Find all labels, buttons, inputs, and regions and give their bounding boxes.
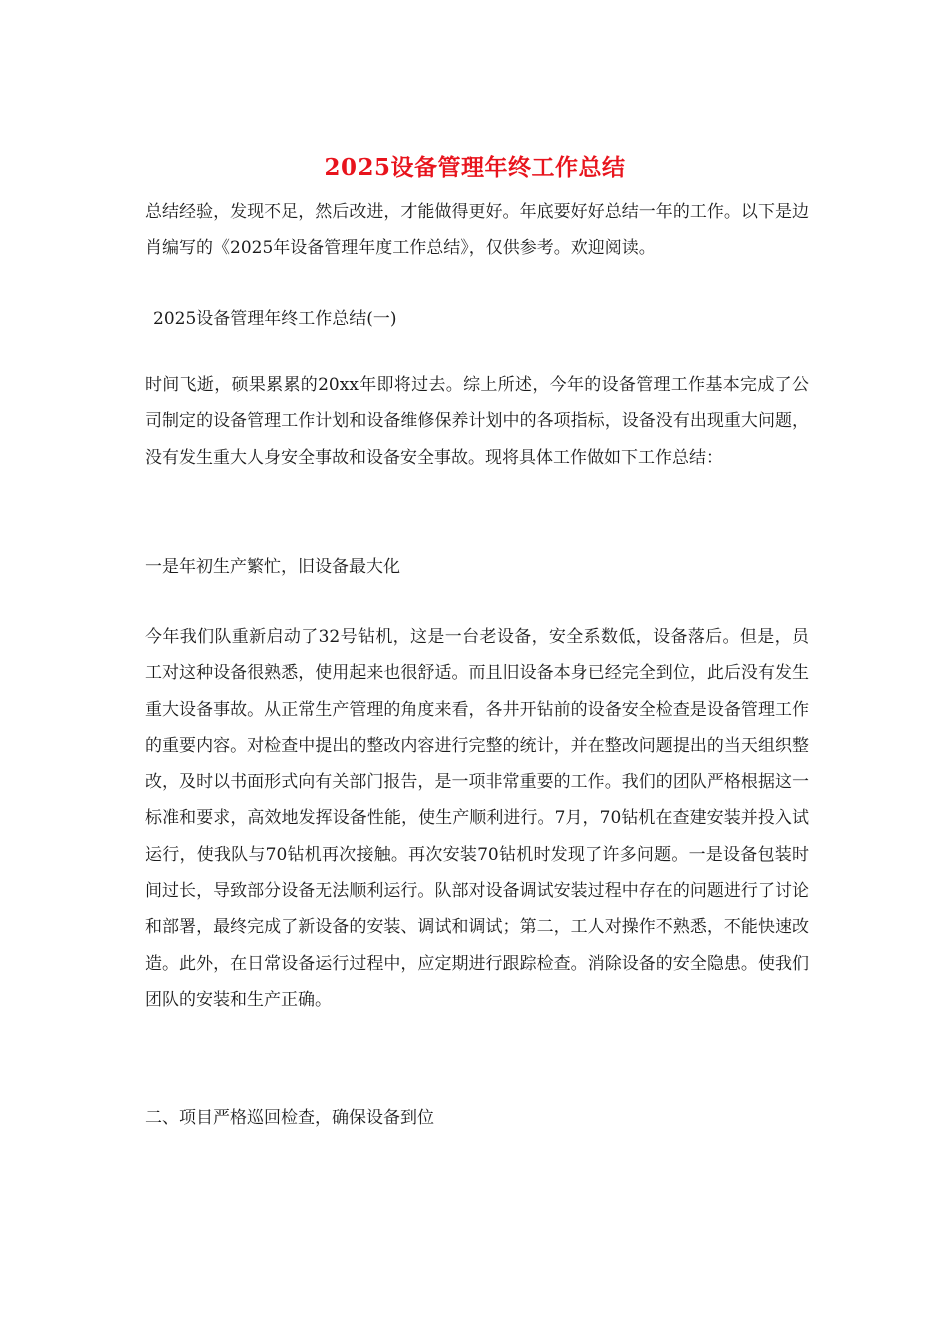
document-title: 2025设备管理年终工作总结 [324, 154, 626, 181]
intro-paragraph: 总结经验，发现不足，然后改进，才能做得更好。年底要好好总结一年的工作。以下是边肖编写的《2025年设备管理年度工作总结》，仅供参考。欢迎阅读。 [145, 202, 809, 259]
section-heading-1: 一是年初生产繁忙，旧设备最大化 [145, 557, 400, 577]
body-paragraph-1: 时间飞逝，硕果累累的20xx年即将过去。综上所述，今年的设备管理工作基本完成了公司制定的设备管理工作计划和设备维修保养计划中的各项指标，设备没有出现重大问题，没有发生重大人身安全事故和设备安全事故。现将具体工作做如下工作总结： [145, 375, 809, 468]
section-title: 2025设备管理年终工作总结(一) [153, 309, 397, 329]
body-paragraph-2: 今年我们队重新启动了32号钻机，这是一台老设备，安全系数低，设备落后。但是，员工对这种设备很熟悉，使用起来也很舒适。而且旧设备本身已经完全到位，此后没有发生重大设备事故。从正常生产管理的角度来看，各井开钻前的设备安全检查是设备管理工作的重要内容。对检查中提出的整改内容进行完整的统计，并在整改问题提出的当天组织整改，及时以书面形式向有关部门报告，是一项非常重要的工作。我们的团队严格根据这一标准和要求，高效地发挥设备性能，使生产顺利进行。7月，70钻机在查建安装并投入试运行，使我队与70钻机再次接触。再次安装70钻机时发现了许多问题。一是设备包装时间过长，导致部分设备无法顺利运行。队部对设备调试安装过程中存在的问题进行了讨论和部署，最终完成了新设备的安装、调试和调试；第二，工人对操作不熟悉，不能快速改造。此外，在日常设备运行过程中，应定期进行跟踪检查。消除设备的安全隐患。使我们团队的安装和生产正确。 [145, 627, 809, 1010]
section-heading-2: 二、项目严格巡回检查，确保设备到位 [145, 1108, 434, 1128]
